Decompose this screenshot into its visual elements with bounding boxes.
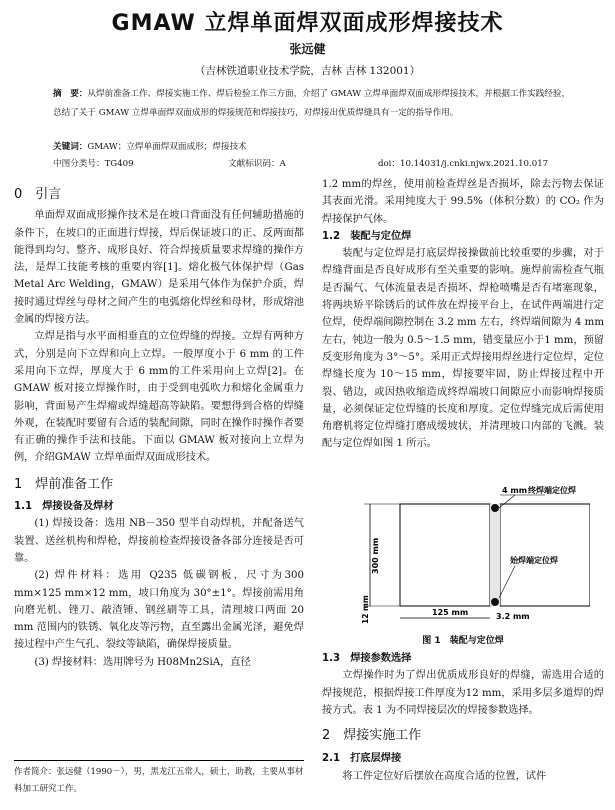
intro-paragraph-2: 立焊是指与水平面相垂直的立位焊缝的焊接。立焊有两种方式，分别是向下立焊和向上立焊。一般厚度小于 6 mm 的工件采用向下立焊，厚度大于 6 mm的工件采用向上立焊[2]。在 GMAW 板对接立焊操作时，由于受到电弧吹力和熔化金属重力影响，背面易产生焊瘤或焊缝超高等缺陷。要想得到合格的焊缝外观，在装配时要留有合适的装配间隙，同时在操作时操作者要有正确的操作手法和技能。下面以 GMAW 板对接向上立焊为例，介绍GMAW 立焊单面焊双面成形技术。 (14, 331, 304, 464)
thickness-label: 12 mm (361, 595, 370, 624)
abstract-text: 从焊前准备工作、焊接实施工作、焊后检验工作三方面，介绍了 GMAW 立焊单面焊双面成形焊接技术，并根据工作实践经验，总结了关于 GMAW 立焊单面焊双面成形的焊接规范和焊接技巧，对焊接出优质焊缝具有一定的指导作用。 (53, 89, 571, 118)
intro-paragraph-1: 单面焊双面成形操作技术是在坡口背面没有任何辅助措施的条件下，在坡口的正面进行焊接，焊后保证坡口的正、反两面都能得到均匀、整齐、成形良好、符合焊接质量要求焊缝的操作方法，是焊工技能考核的重要内容[1]。熔化极气体保护焊（Gas Metal Arc Welding，GMAW）是采用气体作为保护介质，焊接时通过焊丝与母材之间产生的电弧熔化焊丝和母材，形成熔池金属的焊接方法。 (14, 210, 304, 326)
gap-bottom-label: 3.2 mm (496, 612, 530, 621)
document-code: 文献标识码：A (228, 159, 286, 169)
class-number: 中图分类号：TG409 (53, 159, 134, 169)
right-column (322, 176, 604, 453)
equipment-paragraph: (1) 焊接设备：选用 NB－350 型半自动焊机，并配备送气装置、送丝机构和焊枪，焊接前检查焊接设备各部分连接是否可靠。 (14, 518, 304, 564)
keywords-text: GMAW；立焊单面焊双面成形；焊接技术 (87, 142, 247, 152)
filler-continued-paragraph: 1.2 mm的焊丝，使用前检查焊丝是否损坏，除去污物去保证其表面光滑。采用纯度大于 99.5%（体积分数）的 CO₂ 作为焊接保护气体。 (322, 179, 604, 225)
author-footnote: 作者简介：张远健（1990－），男，黑龙江五常人，硕士，助教，主要从事材料加工研究工作。 (14, 767, 304, 794)
right-column-lower (322, 650, 604, 785)
end-tack-label: 终焊端定位焊 (528, 486, 576, 495)
assembly-figure (360, 486, 590, 626)
author: 张远健 (289, 42, 326, 56)
height-label: 300 mm (371, 537, 380, 574)
start-tack-label: 始焊端定位焊 (510, 556, 558, 565)
abstract-label: 摘 要： (53, 89, 88, 99)
keywords (53, 140, 247, 152)
root-pass-paragraph: 将工件定位好后摆放在高度合适的位置，试件 (342, 770, 547, 782)
material-paragraph: (2) 焊件材料：选用 Q235 低碳钢板，尺寸为300 mm×125 mm×12 mm，坡口角度为 30°±1°。焊接前需用角向磨光机、锉刀、敲渣锤、钢丝刷等工具，清理坡口两面 20 mm 范围内的铁锈、氧化皮等污物，直至露出金属光泽，避免焊接过程中产生气孔、裂纹等缺陷，确保焊接质量。 (14, 570, 304, 651)
section-1-heading: 1 焊前准备工作 (14, 476, 114, 492)
section-0-heading: 0 引言 (14, 187, 62, 202)
figure-caption: 图 1 装配与定位焊 (422, 636, 504, 646)
width-label: 125 mm (432, 608, 469, 617)
keywords-label: 关键词： (53, 142, 88, 152)
assembly-paragraph: 装配与定位焊是打底层焊接操做前比较重要的步骤，对于焊缝背面是否良好成形有至关重要的影响。施焊前需检查气瓶是否漏气、气体流量表是否损坏、焊枪喷嘴是否有堵塞现象，将两块矫平除锈后的试件放在焊接平台上，在试件两端进行定位焊，使焊端间隙控制在 3.2 mm 左右，终焊端间隙为 4 mm左右，钝边一般为 0.5～1.5 mm，错变量应小于1 mm，预留反变形角度为 3°～5°。采用正式焊接用焊丝进行定位焊，定位焊缝长度为 10～15 mm，焊接要牢固，防止焊接过程中开裂、错边，或因热收缩造成终焊端坡口间隙应小而影响焊接质量，必须保证定位焊缝的长度和厚度。定位焊缝完成后需使用角磨机将定位焊缝打磨成缓坡状，并清理坡口内部的飞溅。装配与定位焊如图 1 所示。 (322, 248, 604, 450)
parameter-paragraph: 立焊操作时为了焊出优质成形良好的焊缝，需选用合适的焊接规范，根据焊接工件厚度为12 mm，采用多层多道焊的焊接方式。表 1 为不同焊接层次的焊接参数选择。 (322, 670, 604, 716)
filler-paragraph: (3) 焊接材料：选用牌号为 H08Mn2SiA，直径 (34, 656, 251, 668)
doi: doi：10.14031/j.cnki.njwx.2021.10.017 (378, 159, 549, 169)
section-2-heading: 2 焊接实施工作 (322, 728, 422, 744)
footnote-rule (14, 760, 304, 761)
end-tack-weld (491, 504, 499, 512)
section-1-1-heading: 1.1 焊接设备及焊材 (14, 501, 114, 513)
end-leader-diagonal (499, 495, 515, 508)
groove-gap (490, 504, 500, 606)
left-plate (400, 504, 490, 606)
section-2-1-heading: 2.1 打底层焊接 (322, 753, 402, 765)
right-plate (500, 504, 590, 606)
affiliation: （吉林铁道职业技术学院，吉林 吉林 132001） (194, 65, 421, 77)
section-1-2-heading: 1.2 装配与定位焊 (322, 230, 412, 242)
abstract (53, 85, 573, 123)
left-column (14, 186, 304, 671)
start-tack-weld (491, 598, 499, 606)
gap-top-label: 4 mm (502, 486, 528, 495)
section-1-3-heading: 1.3 焊接参数选择 (322, 653, 412, 664)
start-leader (499, 566, 515, 598)
paper-title: GMAW 立焊单面焊双面成形焊接技术 (111, 11, 504, 36)
